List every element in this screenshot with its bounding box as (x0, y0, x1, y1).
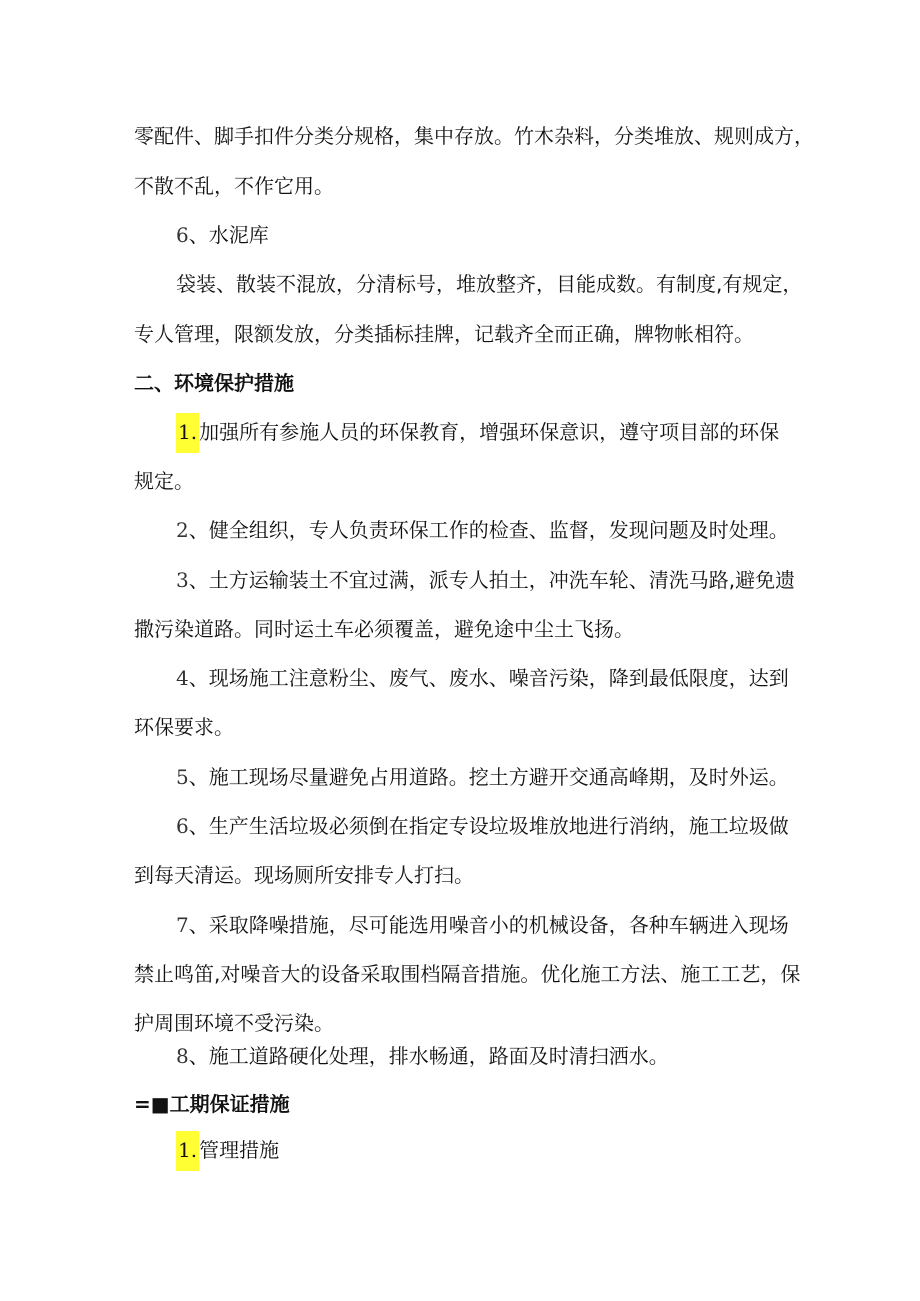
highlighted-number: 1. (176, 1131, 199, 1171)
list-item (0, 1042, 920, 1070)
item-number: 4 (176, 666, 189, 690)
item-number: 5 (176, 765, 189, 789)
section-heading: 二、环境保护措施 (134, 371, 294, 395)
paragraph-line: 不散不乱，不作它用。 (134, 174, 334, 198)
item-number: 8 (176, 1044, 189, 1068)
item-separator: 、 (188, 1044, 209, 1068)
item-number: 2 (176, 518, 189, 542)
paragraph-line: 撒污染道路。同时运土车必须覆盖，避免途中尘土飞扬。 (134, 617, 634, 641)
item-text: 施工道路硬化处理，排水畅通，路面及时清扫洒水。 (208, 1044, 669, 1068)
list-item (0, 812, 920, 840)
paragraph-line: 规定。 (134, 469, 194, 493)
list-item (0, 664, 920, 692)
paragraph-line: 零配件、脚手扣件分类分规格，集中存放。竹木杂料，分类堆放、规则成方， (134, 124, 814, 148)
item-separator: 、 (188, 765, 209, 789)
item-text: 健全组织，专人负责环保工作的检查、监督，发现问题及时处理。 (208, 518, 789, 542)
item-separator: 、 (188, 223, 209, 247)
paragraph-line: 到每天清运。现场厕所安排专人打扫。 (134, 863, 474, 887)
item-separator: 、 (188, 666, 209, 690)
item-text: 生产生活垃圾必须倒在指定专设垃圾堆放地进行消纳，施工垃圾做 (208, 814, 789, 838)
section-heading: =■工期保证措施 (134, 1092, 290, 1116)
item-separator: 、 (188, 518, 209, 542)
list-item (0, 1136, 920, 1164)
list-item (0, 516, 920, 544)
paragraph-line: 禁止鸣笛,对噪音大的设备采取围档隔音措施。优化施工方法、施工工艺，保 (134, 962, 801, 986)
item-number: 6 (176, 814, 189, 838)
item-text: 现场施工注意粉尘、废气、废水、噪音污染，降到最低限度，达到 (208, 666, 789, 690)
item-number: 3 (176, 568, 189, 592)
highlighted-number: 1. (176, 413, 199, 453)
item-separator: 、 (188, 913, 209, 937)
subheading-item-6 (0, 221, 920, 249)
item-number: 7 (176, 913, 189, 937)
item-separator: 、 (188, 814, 209, 838)
item-text: 管理措施 (199, 1138, 280, 1162)
list-item (0, 418, 920, 446)
paragraph-line: 护周围环境不受污染。 (134, 1011, 334, 1035)
item-text: 加强所有参施人员的环保教育，增强环保意识，遵守项目部的环保 (199, 420, 780, 444)
list-item (0, 911, 920, 939)
item-text: 土方运输装土不宜过满，派专人拍土，冲洗车轮、清洗马路,避免遗 (208, 568, 796, 592)
item-text: 采取降噪措施，尽可能选用噪音小的机械设备，各种车辆进入现场 (208, 913, 789, 937)
item-separator: 、 (188, 568, 209, 592)
item-title: 水泥库 (208, 223, 269, 247)
list-item (0, 566, 920, 594)
item-text: 施工现场尽量避免占用道路。挖土方避开交通高峰期，及时外运。 (208, 765, 789, 789)
paragraph-line: 环保要求。 (134, 715, 234, 739)
paragraph-line: 袋装、散装不混放，分清标号，堆放整齐，目能成数。有制度,有规定， (176, 272, 803, 296)
list-item (0, 763, 920, 791)
item-number: 6 (176, 223, 189, 247)
paragraph-line: 专人管理，限额发放，分类插标挂牌，记载齐全而正确，牌物帐相符。 (134, 322, 754, 346)
